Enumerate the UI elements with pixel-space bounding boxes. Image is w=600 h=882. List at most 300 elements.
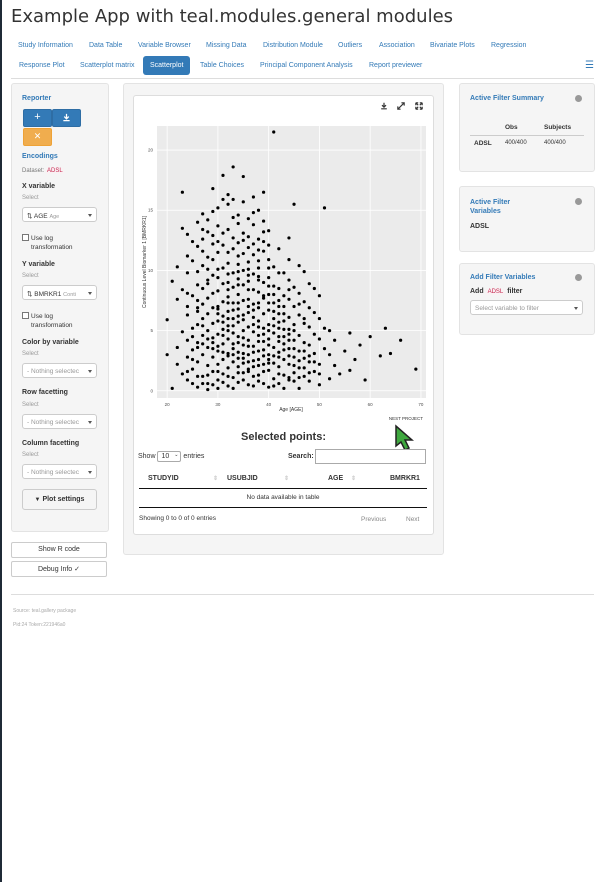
data-point bbox=[303, 270, 306, 273]
data-point bbox=[226, 193, 229, 196]
data-point bbox=[272, 331, 275, 334]
window-edge bbox=[0, 0, 2, 882]
tab-missing-data[interactable]: Missing Data bbox=[206, 42, 247, 49]
filter-summary-table bbox=[470, 122, 584, 150]
debug-info-button[interactable] bbox=[11, 561, 107, 577]
dataset-row bbox=[22, 168, 64, 174]
search-input[interactable] bbox=[315, 449, 426, 464]
entries-select[interactable] bbox=[157, 451, 181, 462]
data-point bbox=[287, 236, 290, 239]
y-log-checkbox[interactable] bbox=[22, 312, 102, 330]
menu-icon[interactable]: ☰ bbox=[585, 60, 594, 71]
data-point bbox=[196, 299, 199, 302]
sort-icon: ⇕ bbox=[351, 476, 357, 482]
download-icon bbox=[62, 113, 71, 122]
data-point bbox=[277, 355, 280, 358]
data-point bbox=[237, 365, 240, 368]
x-variable-label: X variable bbox=[22, 183, 56, 190]
column-facet-select[interactable] bbox=[22, 464, 97, 479]
data-point bbox=[257, 259, 260, 262]
data-point bbox=[226, 329, 229, 332]
filter-summary-row bbox=[470, 136, 584, 150]
data-point bbox=[277, 340, 280, 343]
data-point bbox=[298, 264, 301, 267]
data-point bbox=[292, 339, 295, 342]
data-point bbox=[211, 347, 214, 350]
data-point bbox=[201, 324, 204, 327]
data-point bbox=[282, 358, 285, 361]
data-point bbox=[252, 316, 255, 319]
data-point bbox=[191, 294, 194, 297]
data-point bbox=[272, 354, 275, 357]
data-point bbox=[292, 305, 295, 308]
data-point bbox=[226, 288, 229, 291]
row-select-label: Select bbox=[22, 402, 39, 408]
data-point bbox=[287, 288, 290, 291]
data-point bbox=[318, 363, 321, 366]
data-point bbox=[272, 293, 275, 296]
data-point bbox=[211, 355, 214, 358]
data-point bbox=[176, 265, 179, 268]
data-point bbox=[282, 387, 285, 390]
table-header bbox=[139, 470, 427, 489]
download-icon[interactable] bbox=[380, 102, 388, 112]
data-point bbox=[237, 335, 240, 338]
data-point bbox=[277, 365, 280, 368]
data-point bbox=[399, 339, 402, 342]
data-point bbox=[206, 374, 209, 377]
download-report-button[interactable] bbox=[52, 109, 81, 127]
data-point bbox=[196, 375, 199, 378]
data-point bbox=[201, 238, 204, 241]
data-point bbox=[211, 258, 214, 261]
data-point bbox=[257, 334, 260, 337]
data-point bbox=[292, 329, 295, 332]
data-point bbox=[196, 360, 199, 363]
data-point bbox=[206, 268, 209, 271]
x-variable-desc: Age bbox=[49, 214, 60, 220]
entries-label: entries bbox=[183, 453, 205, 460]
collapse-icon[interactable] bbox=[575, 95, 582, 102]
variable-filter-placeholder: Select variable to filter bbox=[475, 305, 539, 312]
active-filter-variables-title[interactable]: Active Filter Variables bbox=[470, 199, 511, 215]
tab-report-previewer[interactable]: Report previewer bbox=[369, 62, 423, 69]
data-point bbox=[181, 227, 184, 230]
chevron-down-icon bbox=[88, 370, 92, 373]
data-point bbox=[247, 288, 250, 291]
data-point bbox=[232, 198, 235, 201]
data-point bbox=[292, 364, 295, 367]
data-point bbox=[247, 360, 250, 363]
data-point bbox=[252, 309, 255, 312]
data-point bbox=[262, 191, 265, 194]
tab-scatterplot[interactable]: Scatterplot bbox=[143, 56, 190, 75]
summary-dataset: ADSL bbox=[474, 140, 492, 147]
data-point bbox=[252, 242, 255, 245]
data-point bbox=[221, 244, 224, 247]
data-point bbox=[221, 300, 224, 303]
expand-icon[interactable] bbox=[397, 102, 405, 112]
data-point bbox=[287, 328, 290, 331]
close-icon: ✕ bbox=[33, 131, 42, 141]
data-point bbox=[272, 301, 275, 304]
data-point bbox=[206, 282, 209, 285]
data-point bbox=[226, 375, 229, 378]
data-point bbox=[226, 317, 229, 320]
x-tick-label: 40 bbox=[266, 402, 272, 407]
data-point bbox=[242, 378, 245, 381]
row-placeholder: - Nothing selectec bbox=[27, 419, 80, 426]
data-point bbox=[237, 371, 240, 374]
tab-response-plot[interactable]: Response Plot bbox=[19, 62, 65, 69]
data-point bbox=[267, 329, 270, 332]
data-point bbox=[232, 317, 235, 320]
data-point bbox=[252, 365, 255, 368]
sort-icon: ⇕ bbox=[213, 476, 219, 482]
data-point bbox=[181, 372, 184, 375]
data-point bbox=[267, 323, 270, 326]
data-point bbox=[196, 346, 199, 349]
data-point bbox=[318, 317, 321, 320]
x-variable-select[interactable] bbox=[22, 207, 97, 222]
data-point bbox=[384, 327, 387, 330]
data-point bbox=[206, 256, 209, 259]
data-point bbox=[226, 384, 229, 387]
data-point bbox=[166, 318, 169, 321]
data-point bbox=[298, 359, 301, 362]
data-point bbox=[201, 264, 204, 267]
y-select-label: Select bbox=[22, 273, 39, 279]
data-point bbox=[277, 335, 280, 338]
fullscreen-icon[interactable] bbox=[415, 102, 423, 112]
show-r-code-button[interactable]: Show R code bbox=[11, 542, 107, 558]
data-point bbox=[226, 337, 229, 340]
data-point bbox=[201, 353, 204, 356]
tab-study-information[interactable]: Study Information bbox=[18, 42, 73, 49]
data-point bbox=[216, 387, 219, 390]
selected-points-table bbox=[139, 470, 427, 508]
col-header-usubjid[interactable]: USUBJID bbox=[227, 475, 258, 482]
data-point bbox=[206, 388, 209, 391]
data-point bbox=[237, 241, 240, 244]
scatter-plot[interactable] bbox=[137, 122, 431, 422]
y-variable-select[interactable] bbox=[22, 285, 97, 300]
tab-scatterplot-matrix[interactable]: Scatterplot matrix bbox=[80, 62, 135, 69]
data-point bbox=[196, 306, 199, 309]
filter-summary-header bbox=[470, 122, 584, 136]
data-point bbox=[216, 312, 219, 315]
x-log-checkbox[interactable] bbox=[22, 234, 102, 252]
data-point bbox=[277, 312, 280, 315]
tab-bivariate-plots[interactable]: Bivariate Plots bbox=[430, 42, 475, 49]
col-header-bmrkr1[interactable]: BMRKR1 bbox=[390, 475, 420, 482]
data-point bbox=[221, 315, 224, 318]
data-point bbox=[196, 270, 199, 273]
col-header-studyid[interactable]: STUDYID bbox=[148, 475, 179, 482]
data-point bbox=[252, 323, 255, 326]
data-point bbox=[242, 252, 245, 255]
data-point bbox=[186, 313, 189, 316]
data-point bbox=[196, 310, 199, 313]
data-point bbox=[247, 235, 250, 238]
data-point bbox=[232, 165, 235, 168]
data-point bbox=[328, 353, 331, 356]
color-variable-select[interactable] bbox=[22, 363, 97, 378]
data-point bbox=[186, 271, 189, 274]
data-point bbox=[272, 310, 275, 313]
data-point bbox=[262, 340, 265, 343]
data-point bbox=[267, 301, 270, 304]
data-point bbox=[287, 298, 290, 301]
data-point bbox=[232, 216, 235, 219]
active-filter-summary-title[interactable]: Active Filter Summary bbox=[470, 95, 544, 102]
data-point bbox=[206, 218, 209, 221]
data-point bbox=[226, 301, 229, 304]
data-point bbox=[247, 370, 250, 373]
data-point bbox=[257, 325, 260, 328]
data-point bbox=[206, 337, 209, 340]
plot-caption: NEST PROJECT bbox=[388, 416, 423, 421]
data-point bbox=[323, 206, 326, 209]
data-point bbox=[282, 335, 285, 338]
variable-to-filter-select[interactable] bbox=[470, 300, 583, 315]
data-point bbox=[262, 327, 265, 330]
data-point bbox=[226, 366, 229, 369]
data-point bbox=[267, 361, 270, 364]
dataset-code: ADSL bbox=[47, 168, 63, 174]
data-point bbox=[389, 352, 392, 355]
data-point bbox=[252, 303, 255, 306]
footer-source: Source: teal.gallery package bbox=[13, 608, 77, 614]
data-point bbox=[216, 307, 219, 310]
data-point bbox=[191, 348, 194, 351]
data-point bbox=[242, 283, 245, 286]
data-point bbox=[186, 305, 189, 308]
data-point bbox=[313, 370, 316, 373]
data-point bbox=[191, 382, 194, 385]
plot-settings-label: Plot settings bbox=[42, 496, 85, 503]
app-title: Example App with teal.modules.general modules bbox=[11, 6, 454, 27]
tab-variable-browser[interactable]: Variable Browser bbox=[138, 42, 191, 49]
add-to-report-button[interactable] bbox=[23, 109, 52, 127]
data-point bbox=[201, 317, 204, 320]
collapse-icon[interactable] bbox=[575, 198, 582, 205]
y-variable-label: Y variable bbox=[22, 261, 55, 268]
data-point bbox=[252, 223, 255, 226]
data-point bbox=[252, 195, 255, 198]
data-point bbox=[308, 354, 311, 357]
data-point bbox=[242, 357, 245, 360]
data-point bbox=[221, 198, 224, 201]
x-select-label: Select bbox=[22, 195, 39, 201]
next-page-button[interactable]: Next bbox=[406, 516, 420, 523]
active-filter-variables-panel bbox=[459, 186, 595, 252]
data-point bbox=[196, 245, 199, 248]
add-filter-dataset: ADSL bbox=[487, 289, 504, 295]
data-point bbox=[363, 378, 366, 381]
data-point bbox=[237, 283, 240, 286]
chevron-down-icon bbox=[88, 421, 92, 424]
entries-value: 10 bbox=[161, 453, 170, 460]
data-point bbox=[308, 380, 311, 383]
tab-distribution-module[interactable]: Distribution Module bbox=[263, 42, 323, 49]
data-point bbox=[206, 278, 209, 281]
x-variable-value: AGE bbox=[33, 213, 48, 220]
data-point bbox=[292, 286, 295, 289]
data-point bbox=[232, 286, 235, 289]
y-variable-desc: Conti bbox=[63, 292, 77, 298]
chevron-down-icon bbox=[88, 214, 92, 217]
data-point bbox=[206, 364, 209, 367]
debug-info-label: Debug Info bbox=[37, 566, 73, 573]
reset-report-button[interactable] bbox=[23, 128, 52, 146]
data-point bbox=[221, 174, 224, 177]
data-point bbox=[257, 278, 260, 281]
data-point bbox=[257, 266, 260, 269]
show-label: Show bbox=[138, 453, 156, 460]
data-point bbox=[358, 343, 361, 346]
data-point bbox=[237, 307, 240, 310]
data-point bbox=[287, 333, 290, 336]
data-point bbox=[201, 342, 204, 345]
data-point bbox=[257, 319, 260, 322]
add-filter-variables-title[interactable]: Add Filter Variables bbox=[470, 274, 536, 281]
data-point bbox=[221, 342, 224, 345]
data-point bbox=[242, 313, 245, 316]
chevron-down-icon: ⌄ bbox=[174, 452, 179, 458]
tab-data-table[interactable]: Data Table bbox=[89, 42, 123, 49]
data-point bbox=[257, 275, 260, 278]
data-point bbox=[237, 351, 240, 354]
data-point bbox=[257, 209, 260, 212]
data-point bbox=[267, 358, 270, 361]
data-point bbox=[166, 353, 169, 356]
data-point bbox=[308, 325, 311, 328]
data-point bbox=[303, 357, 306, 360]
data-point bbox=[267, 276, 270, 279]
data-point bbox=[303, 322, 306, 325]
data-point bbox=[216, 370, 219, 373]
data-point bbox=[201, 250, 204, 253]
tab-outliers[interactable]: Outliers bbox=[338, 42, 363, 49]
x-tick-label: 70 bbox=[418, 402, 424, 407]
data-point bbox=[221, 381, 224, 384]
data-point bbox=[191, 259, 194, 262]
data-point bbox=[216, 240, 219, 243]
tab-regression[interactable]: Regression bbox=[491, 42, 527, 49]
data-point bbox=[242, 352, 245, 355]
data-point bbox=[221, 282, 224, 285]
data-point bbox=[232, 247, 235, 250]
plus-icon: + bbox=[34, 111, 41, 123]
data-point bbox=[272, 384, 275, 387]
data-point bbox=[267, 293, 270, 296]
data-point bbox=[282, 271, 285, 274]
data-point bbox=[191, 335, 194, 338]
data-point bbox=[196, 283, 199, 286]
data-point bbox=[287, 316, 290, 319]
data-point bbox=[206, 346, 209, 349]
data-point bbox=[181, 330, 184, 333]
column-facet-label: Column facetting bbox=[22, 440, 80, 447]
previous-page-button[interactable]: Previous bbox=[361, 516, 387, 523]
data-point bbox=[211, 383, 214, 386]
data-point bbox=[262, 240, 265, 243]
data-point bbox=[221, 358, 224, 361]
data-point bbox=[216, 251, 219, 254]
y-tick-label: 20 bbox=[147, 147, 153, 153]
col-header-age[interactable]: AGE bbox=[328, 475, 344, 482]
data-point bbox=[369, 335, 372, 338]
data-point bbox=[262, 348, 265, 351]
row-facet-select[interactable] bbox=[22, 414, 97, 429]
data-point bbox=[267, 284, 270, 287]
data-point bbox=[277, 305, 280, 308]
data-point bbox=[267, 337, 270, 340]
data-point bbox=[252, 253, 255, 256]
data-point bbox=[414, 368, 417, 371]
reporter-label: Reporter bbox=[22, 95, 52, 102]
data-point bbox=[186, 339, 189, 342]
x-tick-label: 50 bbox=[316, 402, 322, 407]
data-point bbox=[226, 295, 229, 298]
data-point bbox=[292, 323, 295, 326]
data-point bbox=[267, 258, 270, 261]
data-point bbox=[171, 387, 174, 390]
data-point bbox=[257, 248, 260, 251]
data-point bbox=[226, 203, 229, 206]
tab-association[interactable]: Association bbox=[379, 42, 415, 49]
collapse-icon[interactable] bbox=[575, 274, 582, 281]
data-point bbox=[282, 342, 285, 345]
data-point bbox=[186, 355, 189, 358]
data-point bbox=[272, 346, 275, 349]
data-point bbox=[191, 368, 194, 371]
data-point bbox=[247, 280, 250, 283]
check-icon: ✓ bbox=[74, 566, 81, 573]
data-point bbox=[247, 260, 250, 263]
y-axis-label: Continuous Level Biomarker 1 [BMRKR1] bbox=[142, 216, 148, 308]
data-point bbox=[313, 360, 316, 363]
data-point bbox=[191, 240, 194, 243]
footer-divider bbox=[11, 594, 594, 595]
data-point bbox=[292, 203, 295, 206]
plot-settings-toggle[interactable] bbox=[22, 489, 97, 510]
data-point bbox=[277, 351, 280, 354]
data-point bbox=[257, 340, 260, 343]
data-point bbox=[232, 309, 235, 312]
data-point bbox=[252, 384, 255, 387]
data-point bbox=[196, 221, 199, 224]
data-point bbox=[237, 301, 240, 304]
data-point bbox=[221, 328, 224, 331]
checkbox-icon bbox=[22, 312, 29, 319]
data-point bbox=[257, 380, 260, 383]
data-point bbox=[262, 363, 265, 366]
data-point bbox=[206, 312, 209, 315]
data-point bbox=[277, 299, 280, 302]
y-variable-value: BMRKR1 bbox=[34, 291, 62, 298]
tab-principal-component-analysis[interactable]: Principal Component Analysis bbox=[260, 62, 353, 69]
data-point bbox=[343, 349, 346, 352]
data-point bbox=[267, 353, 270, 356]
data-point bbox=[186, 254, 189, 257]
data-point bbox=[282, 374, 285, 377]
tab-divider bbox=[11, 78, 594, 79]
data-point bbox=[262, 382, 265, 385]
data-point bbox=[282, 305, 285, 308]
tab-table-choices[interactable]: Table Choices bbox=[200, 62, 244, 69]
